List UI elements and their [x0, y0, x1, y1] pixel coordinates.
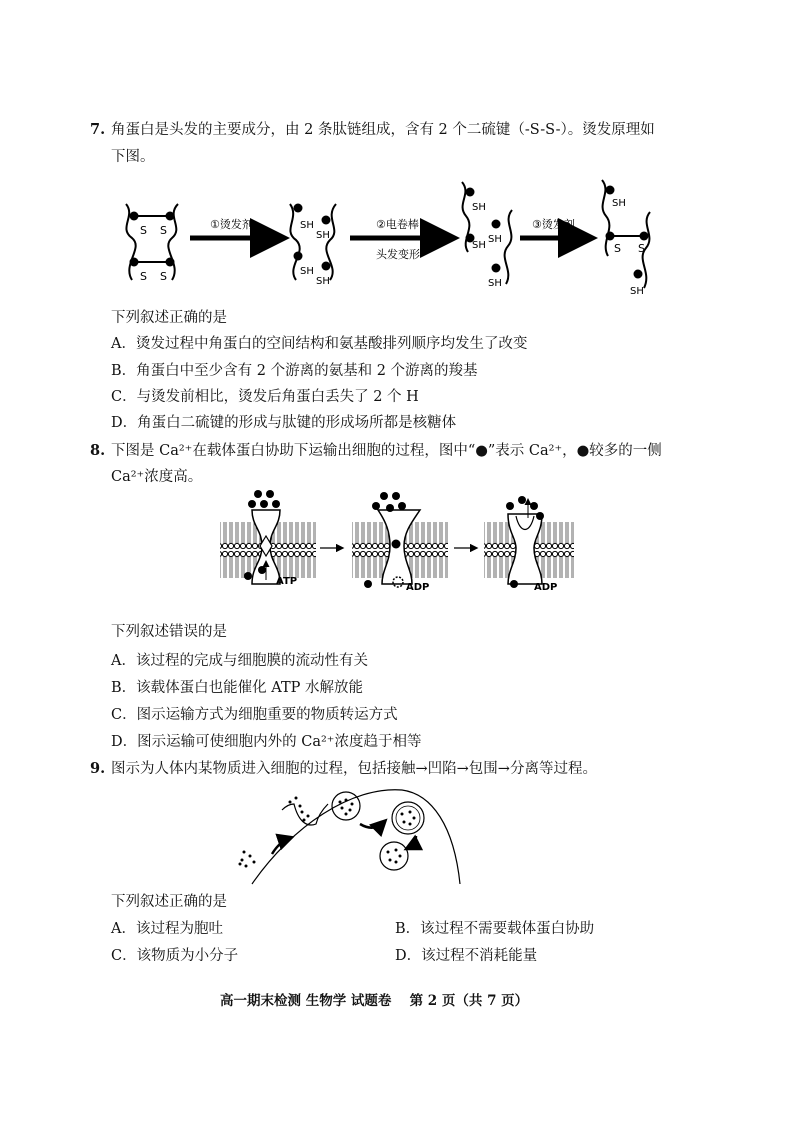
free-particles: [239, 851, 256, 868]
step3-label: ③烫发剂: [532, 218, 575, 231]
s-label: S: [140, 224, 147, 237]
q8-option-a[interactable]: A．该过程的完成与细胞膜的流动性有关: [111, 653, 368, 669]
sh-label: SH: [300, 220, 314, 231]
q9-number: 9.: [90, 760, 106, 777]
q9-option-d[interactable]: D．该过程不消耗能量: [395, 948, 538, 964]
sh-label: SH: [488, 278, 502, 289]
q9-stem: 下列叙述正确的是: [111, 894, 227, 910]
q7-text-line2: 下图。: [111, 149, 155, 165]
adp-label: ADP: [534, 582, 558, 593]
sh-label: SH: [488, 234, 502, 245]
panel-3: [484, 496, 574, 593]
q7-number: 7.: [90, 121, 106, 138]
vesicle-particles: [339, 799, 354, 816]
page-footer: 高一期末检测 生物学 试题卷 第 2 页（共 7 页）: [220, 993, 529, 1009]
s-label: S: [638, 242, 645, 255]
sh-label: SH: [472, 202, 486, 213]
q7-perm-diagram: [110, 176, 690, 302]
s-label: S: [160, 270, 167, 283]
q7-option-d[interactable]: D．角蛋白二硫键的形成与肽键的形成场所都是核糖体: [111, 415, 457, 431]
panel-2: [352, 492, 448, 593]
q9-option-a[interactable]: A．该过程为胞吐: [111, 921, 223, 937]
cell-membrane: [252, 790, 460, 884]
q8-stem: 下列叙述错误的是: [111, 624, 227, 640]
stage4-chains: [602, 180, 650, 297]
q7-option-a[interactable]: A．烫发过程中角蛋白的空间结构和氨基酸排列顺序均发生了改变: [111, 336, 528, 352]
step1-label: ①烫发剂: [210, 218, 253, 231]
q8-option-c[interactable]: C．图示运输方式为细胞重要的物质转运方式: [111, 707, 398, 723]
stage3-chains: [462, 182, 512, 289]
sh-label: SH: [630, 286, 644, 297]
sh-label: SH: [316, 276, 330, 287]
stage2-chains: [290, 204, 336, 288]
q8-option-b[interactable]: B．该载体蛋白也能催化 ATP 水解放能: [111, 680, 363, 696]
q8-option-d[interactable]: D．图示运输可使细胞内外的 Ca²⁺浓度趋于相等: [111, 734, 422, 750]
q7-text-line1: 角蛋白是头发的主要成分，由 2 条肽链组成，含有 2 个二硫键（-S-S-）。烫发原理如: [111, 122, 655, 138]
vesicle3-particles: [387, 849, 402, 864]
q8-text-line2: Ca²⁺浓度高。: [111, 469, 203, 485]
q9-option-b[interactable]: B．该过程不需要载体蛋白协助: [395, 921, 595, 937]
panel-1: [220, 490, 316, 587]
q8-text-line1: 下图是 Ca²⁺在载体蛋白协助下运输出细胞的过程，图中“●”表示 Ca²⁺，●较多的一侧: [111, 443, 662, 459]
q9-text-line1: 图示为人体内某物质进入细胞的过程，包括接触→凹陷→包围→分离等过程。: [111, 761, 597, 777]
stage1-chains: [126, 204, 178, 283]
vesicle2-particles: [401, 811, 416, 826]
s-label: S: [140, 270, 147, 283]
sh-label: SH: [316, 230, 330, 241]
step2-label: ②电卷棒: [376, 218, 419, 231]
atp-label: ATP: [276, 576, 298, 587]
s-label: S: [614, 242, 621, 255]
q8-transport-diagram: [216, 486, 580, 596]
q8-number: 8.: [90, 442, 106, 459]
s-label: S: [160, 224, 167, 237]
step2-sub-label: 头发变形: [376, 248, 420, 261]
q9-endocytosis-diagram: [232, 786, 464, 886]
sh-label: SH: [300, 266, 314, 277]
sh-label: SH: [612, 198, 626, 209]
sh-label: SH: [472, 240, 486, 251]
q7-option-b[interactable]: B．角蛋白中至少含有 2 个游离的氨基和 2 个游离的羧基: [111, 363, 478, 379]
q7-option-c[interactable]: C．与烫发前相比，烫发后角蛋白丢失了 2 个 H: [111, 389, 419, 405]
adp-label: ADP: [406, 582, 430, 593]
q9-option-c[interactable]: C．该物质为小分子: [111, 948, 239, 964]
q7-stem: 下列叙述正确的是: [111, 310, 227, 326]
